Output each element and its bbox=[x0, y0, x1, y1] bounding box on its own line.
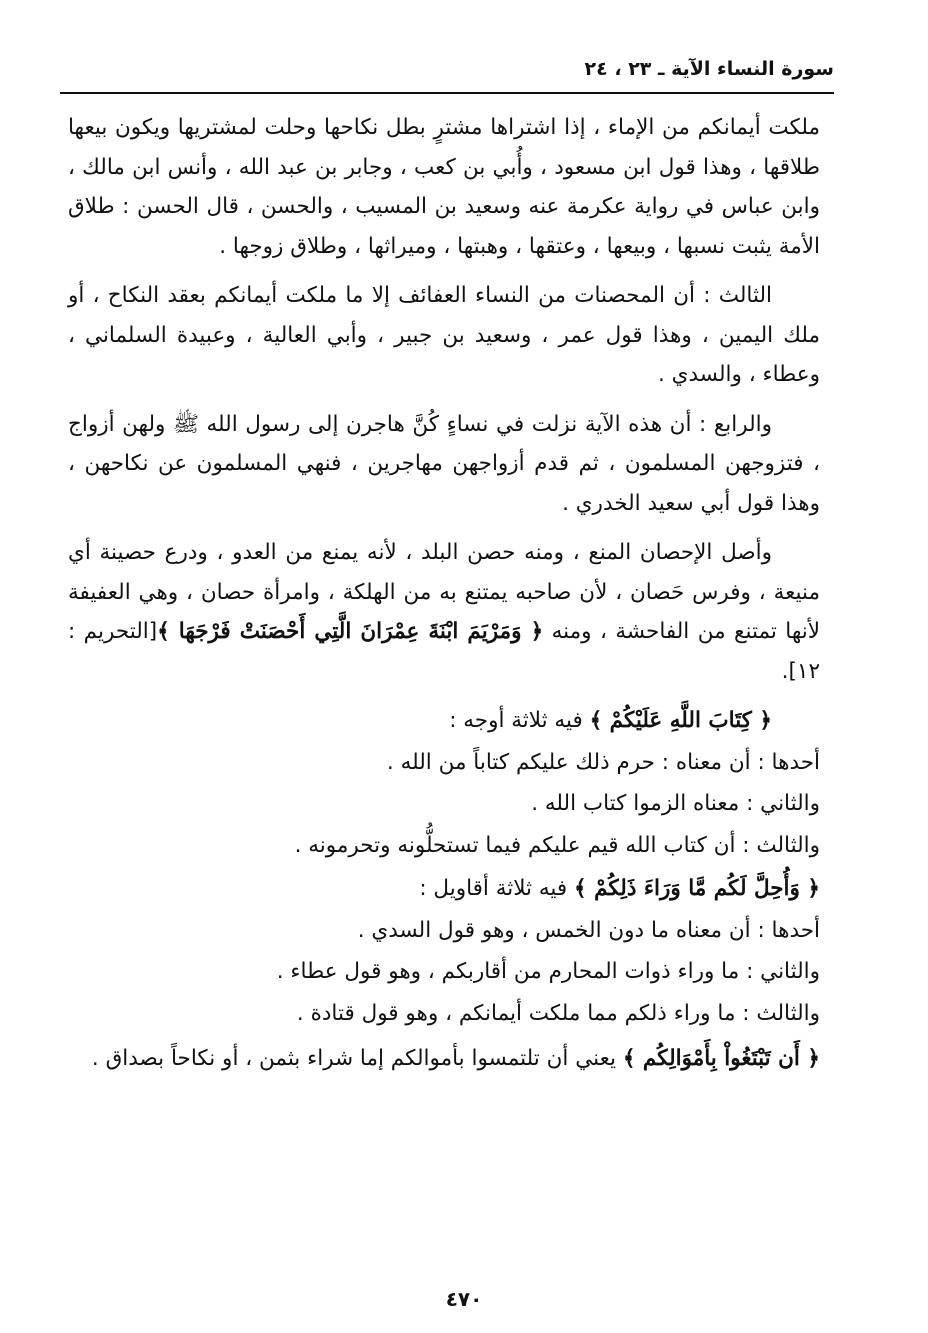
paragraph-4-text: وأصل الإحصان المنع ، ومنه حصن البلد ، لأنه يمنع من العدو ، ودرع حصينة أي منيعة ، وفرس حَصان ، لأن صاحبه يمتنع به من الهلكة ، وامرأة حصان ، وهي العفيفة لأنها تمتنع من الفاحشة ، ومنه bbox=[68, 540, 821, 644]
section-1-item-2: والثاني : معناه الزموا كتاب الله . bbox=[531, 791, 820, 816]
section-2-heading bbox=[68, 869, 820, 909]
section-1-heading bbox=[68, 701, 820, 741]
paragraph-4 bbox=[68, 533, 820, 691]
section-3-text: يعني أن تلتمسوا بأموالكم إما شراء بثمن ، أو نكاحاً بصداق . bbox=[91, 1046, 623, 1071]
header-title: سورة النساء الآية ـ ٢٣ ، ٢٤ bbox=[584, 58, 834, 80]
section-2-item-2: والثاني : ما وراء ذوات المحارم من أقاربكم ، وهو قول عطاء . bbox=[276, 959, 820, 984]
paragraph-2: الثالث : أن المحصنات من النساء العفائف إلا ما ملكت أيمانكم بعقد النكاح ، أو ملك اليمين ، وهذا قول عمر ، وسعيد بن جبير ، وأبي العالية ، وعبيدة السلماني ، وعطاء ، والسدي . bbox=[68, 283, 820, 387]
paragraph-3: والرابع : أن هذه الآية نزلت في نساءٍ كُنَّ هاجرن إلى رسول الله ﷺ ولهن أزواج ، فتزوجهن المسلمون ، ثم قدم أزواجهن مهاجرين ، فنهي المسلمون عن نكاحهن ، وهذا قول أبي سعيد الخدري . bbox=[68, 411, 820, 516]
section-2-item-1: أحدها : أن معناه ما دون الخمس ، وهو قول السدي . bbox=[357, 917, 820, 943]
citation: [التحريم : ١٢]. bbox=[68, 619, 820, 684]
section-3-paragraph bbox=[68, 1039, 820, 1079]
quran-verse: ﴿ كِتَابَ اللَّهِ عَلَيْكُمْ ﴾ bbox=[589, 708, 772, 733]
quran-verse: ﴿ أَن تَبْتَغُواْ بِأَمْوَالِكُم ﴾ bbox=[622, 1046, 820, 1071]
quran-verse: ﴿ وَمَرْيَمَ ابْنَةَ عِمْرَانَ الَّتِي أَحْصَنَتْ فَرْجَهَا ﴾ bbox=[157, 619, 544, 644]
running-header bbox=[60, 52, 834, 94]
section-1-item-3: والثالث : أن كتاب الله قيم عليكم فيما تستحلُّونه وتحرمونه . bbox=[294, 832, 820, 858]
section-1-item-1: أحدها : أن معناه : حرم ذلك عليكم كتاباً من الله . bbox=[386, 749, 820, 775]
section-2-intro: فيه ثلاثة أقاويل : bbox=[419, 876, 574, 901]
paragraph-1: ملكت أيمانكم من الإماء ، إذا اشتراها مشترٍ بطل نكاحها وحلت لمشتريها ويكون بيعها طلاقها ، وهذا قول ابن مسعود ، وأُبي بن كعب ، وجابر بن عبد الله ، وأنس ابن مالك ، وابن عباس في رواية عكرمة عنه وسعيد بن المسيب ، والحسن ، قال الحسن : طلاق الأمة يثبت نسبها ، وبيعها ، وعتقها ، وهبتها ، وميراثها ، وطلاق زوجها . bbox=[68, 115, 820, 259]
page-body bbox=[68, 108, 820, 1089]
page-number: ٤٧٠ bbox=[445, 1287, 483, 1311]
section-2-item-3: والثالث : ما وراء ذلكم مما ملكت أيمانكم ، وهو قول قتادة . bbox=[296, 1000, 820, 1026]
quran-verse: ﴿ وَأُحِلَّ لَكُم مَّا وَرَاءَ ذَلِكُمْ ﴾ bbox=[574, 876, 820, 901]
section-1-intro: فيه ثلاثة أوجه : bbox=[449, 708, 590, 733]
